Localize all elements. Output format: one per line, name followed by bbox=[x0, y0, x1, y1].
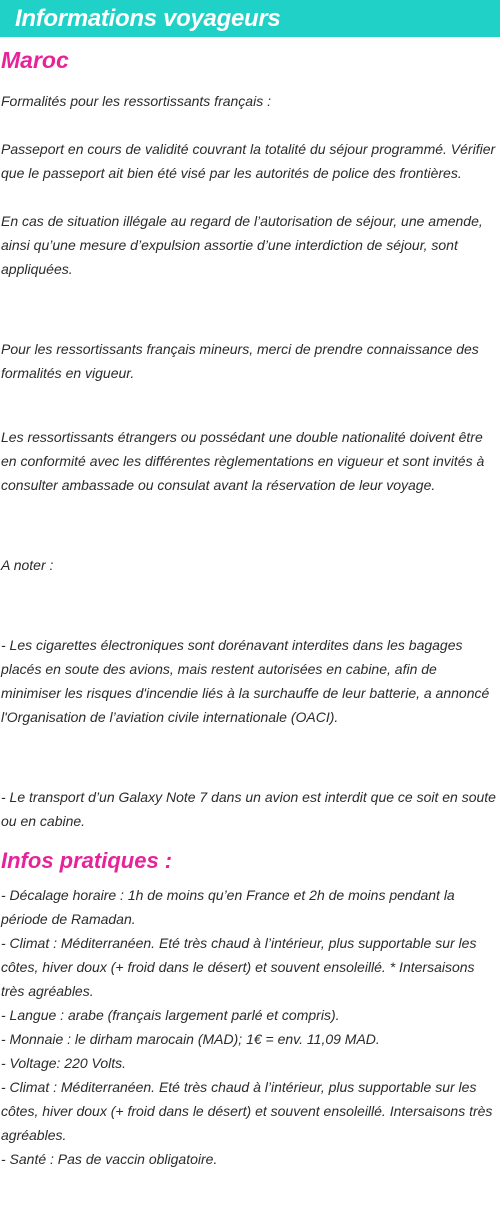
header-banner bbox=[0, 0, 500, 37]
list-item: - Santé : Pas de vaccin obligatoire. bbox=[1, 1151, 218, 1167]
formalities-section bbox=[0, 89, 500, 833]
illegal-stay-paragraph: En cas de situation illégale au regard de l’autorisation de séjour, une amende, ainsi qu’une mesure d’expulsion assortie d’une interdiction de séjour, sont appliquées. bbox=[1, 213, 483, 277]
list-item: - Climat : Méditerranéen. Eté très chaud à l’intérieur, plus supportable sur les côtes, hiver doux (+ froid dans le désert) et souvent ensoleillé. Intersaisons très agréables. bbox=[1, 1079, 493, 1143]
list-item: - Langue : arabe (français largement parlé et compris). bbox=[1, 1007, 340, 1023]
list-item: - Climat : Méditerranéen. Eté très chaud à l’intérieur, plus supportable sur les côtes, hiver doux (+ froid dans le désert) et souvent ensoleillé. * Intersaisons très agréables. bbox=[1, 935, 477, 999]
list-item: - Monnaie : le dirham marocain (MAD); 1€ = env. 11,09 MAD. bbox=[1, 1031, 380, 1047]
practical-info-title: Infos pratiques : bbox=[1, 848, 173, 873]
ecig-paragraph: - Les cigarettes électroniques sont dorénavant interdites dans les bagages placés en soute des avions, mais restent autorisées en cabine, afin de minimiser les risques d'incendie liés à la surchauffe de leur batterie, a annoncé l'Organisation de l’aviation civile internationale (OACI). bbox=[1, 637, 490, 725]
list-item: - Voltage: 220 Volts. bbox=[1, 1055, 127, 1071]
passport-paragraph: Passeport en cours de validité couvrant la totalité du séjour programmé. Vérifier que le passeport ait bien été visé par les autorités de police des frontières. bbox=[1, 141, 496, 181]
galaxy-note-paragraph: - Le transport d’un Galaxy Note 7 dans un avion est interdit que ce soit en soute ou en cabine. bbox=[1, 789, 496, 829]
minors-paragraph: Pour les ressortissants français mineurs, merci de prendre connaissance des formalités en vigueur. bbox=[1, 341, 479, 381]
note-label: A noter : bbox=[1, 557, 54, 573]
foreigners-paragraph: Les ressortissants étrangers ou possédant une double nationalité doivent être en conformité avec les différentes règlementations en vigueur et sont invités à consulter ambassade ou consulat avant la réservation de leur voyage. bbox=[1, 429, 485, 493]
practical-info-list bbox=[0, 883, 500, 1171]
banner-title: Informations voyageurs bbox=[15, 4, 281, 32]
formalities-intro: Formalités pour les ressortissants français : bbox=[1, 93, 271, 109]
list-item: - Décalage horaire : 1h de moins qu’en France et 2h de moins pendant la période de Ramadan. bbox=[1, 887, 455, 927]
country-title: Maroc bbox=[1, 47, 69, 73]
